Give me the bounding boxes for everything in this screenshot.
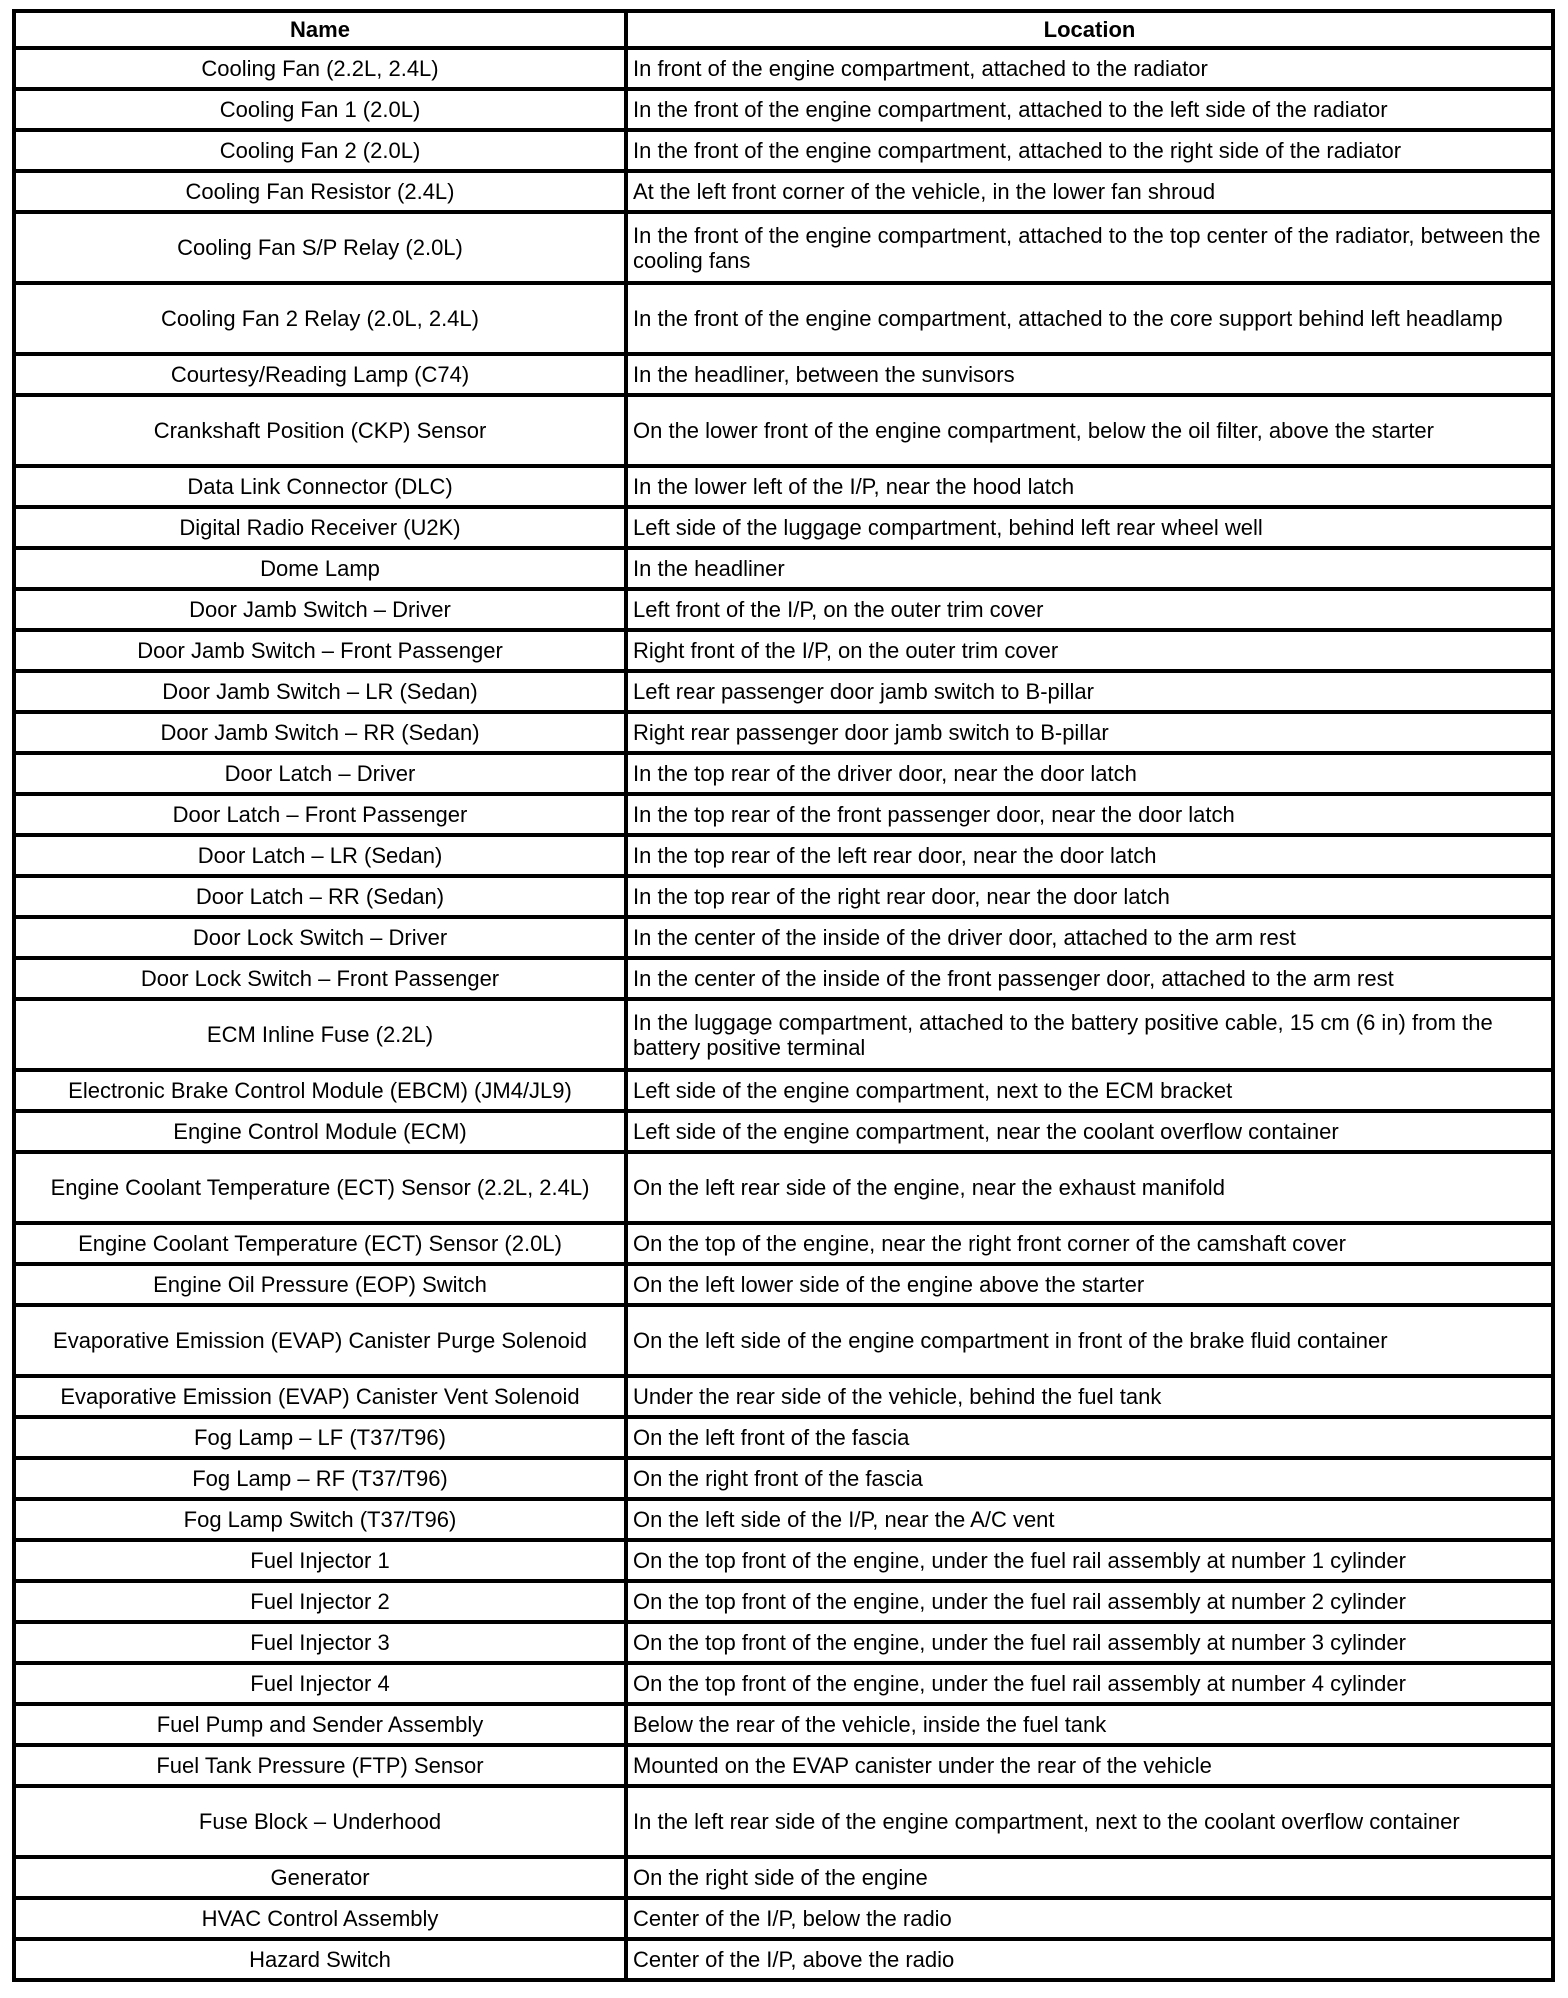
component-location-cell: On the right front of the fascia xyxy=(626,1458,1553,1499)
table-row xyxy=(14,48,1553,89)
component-name-cell: Generator xyxy=(14,1857,626,1898)
table-row xyxy=(14,283,1553,354)
table-row xyxy=(14,171,1553,212)
component-location-cell: In the front of the engine compartment, attached to the right side of the radiator xyxy=(626,130,1553,171)
table-row xyxy=(14,671,1553,712)
component-name-cell: Engine Coolant Temperature (ECT) Sensor (2.0L) xyxy=(14,1223,626,1264)
table-row xyxy=(14,712,1553,753)
component-location-cell: In the top rear of the left rear door, near the door latch xyxy=(626,835,1553,876)
component-location-cell: In the top rear of the driver door, near the door latch xyxy=(626,753,1553,794)
table-row xyxy=(14,1376,1553,1417)
component-name-cell: Dome Lamp xyxy=(14,548,626,589)
table-row xyxy=(14,1581,1553,1622)
table-row xyxy=(14,1499,1553,1540)
table-row xyxy=(14,1857,1553,1898)
component-name-cell: Hazard Switch xyxy=(14,1939,626,1980)
component-name-cell: Evaporative Emission (EVAP) Canister Purge Solenoid xyxy=(14,1305,626,1376)
component-location-cell: Left front of the I/P, on the outer trim cover xyxy=(626,589,1553,630)
component-name-cell: Crankshaft Position (CKP) Sensor xyxy=(14,395,626,466)
header-name: Name xyxy=(14,11,626,48)
component-name-cell: Door Latch – LR (Sedan) xyxy=(14,835,626,876)
table-row xyxy=(14,1152,1553,1223)
table-row xyxy=(14,876,1553,917)
table-row xyxy=(14,958,1553,999)
component-name-cell: Cooling Fan 2 Relay (2.0L, 2.4L) xyxy=(14,283,626,354)
component-name-cell: Courtesy/Reading Lamp (C74) xyxy=(14,354,626,395)
component-name-cell: Evaporative Emission (EVAP) Canister Vent Solenoid xyxy=(14,1376,626,1417)
component-location-cell: In the center of the inside of the driver door, attached to the arm rest xyxy=(626,917,1553,958)
component-location-cell: On the lower front of the engine compartment, below the oil filter, above the starter xyxy=(626,395,1553,466)
component-name-cell: Door Latch – Driver xyxy=(14,753,626,794)
component-name-cell: Engine Oil Pressure (EOP) Switch xyxy=(14,1264,626,1305)
component-name-cell: Electronic Brake Control Module (EBCM) (JM4/JL9) xyxy=(14,1070,626,1111)
component-name-cell: Fuel Injector 2 xyxy=(14,1581,626,1622)
table-header-row xyxy=(14,11,1553,48)
component-location-cell: Left side of the engine compartment, next to the ECM bracket xyxy=(626,1070,1553,1111)
component-location-cell: In the lower left of the I/P, near the hood latch xyxy=(626,466,1553,507)
component-location-cell: In the headliner, between the sunvisors xyxy=(626,354,1553,395)
component-location-cell: On the left front of the fascia xyxy=(626,1417,1553,1458)
table-row xyxy=(14,753,1553,794)
table-row xyxy=(14,1458,1553,1499)
component-location-cell: Right rear passenger door jamb switch to B-pillar xyxy=(626,712,1553,753)
component-location-cell: On the right side of the engine xyxy=(626,1857,1553,1898)
component-location-cell: On the left side of the I/P, near the A/C vent xyxy=(626,1499,1553,1540)
table-row xyxy=(14,1070,1553,1111)
table-row xyxy=(14,466,1553,507)
header-location: Location xyxy=(626,11,1553,48)
table-row xyxy=(14,917,1553,958)
component-location-cell: Left side of the luggage compartment, behind left rear wheel well xyxy=(626,507,1553,548)
table-row xyxy=(14,395,1553,466)
component-location-cell: In the top rear of the right rear door, near the door latch xyxy=(626,876,1553,917)
component-name-cell: Fuse Block – Underhood xyxy=(14,1786,626,1857)
component-name-cell: HVAC Control Assembly xyxy=(14,1898,626,1939)
table-row xyxy=(14,1898,1553,1939)
component-name-cell: Fuel Pump and Sender Assembly xyxy=(14,1704,626,1745)
component-name-cell: Door Jamb Switch – Driver xyxy=(14,589,626,630)
component-location-cell: Center of the I/P, below the radio xyxy=(626,1898,1553,1939)
component-name-cell: Cooling Fan (2.2L, 2.4L) xyxy=(14,48,626,89)
component-location-cell: On the top front of the engine, under the fuel rail assembly at number 3 cylinder xyxy=(626,1622,1553,1663)
component-name-cell: Engine Coolant Temperature (ECT) Sensor (2.2L, 2.4L) xyxy=(14,1152,626,1223)
component-name-cell: ECM Inline Fuse (2.2L) xyxy=(14,999,626,1070)
component-name-cell: Door Latch – RR (Sedan) xyxy=(14,876,626,917)
component-location-cell: In the headliner xyxy=(626,548,1553,589)
component-location-cell: At the left front corner of the vehicle, in the lower fan shroud xyxy=(626,171,1553,212)
table-body xyxy=(14,48,1553,1980)
component-location-cell: Below the rear of the vehicle, inside the fuel tank xyxy=(626,1704,1553,1745)
component-location-cell: In the front of the engine compartment, attached to the core support behind left headlamp xyxy=(626,283,1553,354)
table-row xyxy=(14,212,1553,283)
component-name-cell: Fog Lamp – LF (T37/T96) xyxy=(14,1417,626,1458)
component-name-cell: Cooling Fan 1 (2.0L) xyxy=(14,89,626,130)
component-location-cell: Center of the I/P, above the radio xyxy=(626,1939,1553,1980)
table-row xyxy=(14,89,1553,130)
component-name-cell: Door Lock Switch – Front Passenger xyxy=(14,958,626,999)
component-name-cell: Door Jamb Switch – Front Passenger xyxy=(14,630,626,671)
component-name-cell: Door Jamb Switch – LR (Sedan) xyxy=(14,671,626,712)
table-row xyxy=(14,548,1553,589)
component-location-cell: Mounted on the EVAP canister under the rear of the vehicle xyxy=(626,1745,1553,1786)
component-location-cell: On the top front of the engine, under the fuel rail assembly at number 4 cylinder xyxy=(626,1663,1553,1704)
table-row xyxy=(14,1745,1553,1786)
table-row xyxy=(14,1223,1553,1264)
table-row xyxy=(14,1704,1553,1745)
table-row xyxy=(14,507,1553,548)
component-name-cell: Fuel Injector 1 xyxy=(14,1540,626,1581)
table-row xyxy=(14,1939,1553,1980)
component-name-cell: Digital Radio Receiver (U2K) xyxy=(14,507,626,548)
component-name-cell: Cooling Fan S/P Relay (2.0L) xyxy=(14,212,626,283)
component-location-cell: On the left rear side of the engine, near the exhaust manifold xyxy=(626,1152,1553,1223)
component-name-cell: Fuel Injector 4 xyxy=(14,1663,626,1704)
component-location-cell: In the top rear of the front passenger door, near the door latch xyxy=(626,794,1553,835)
component-location-table xyxy=(12,9,1555,1982)
component-name-cell: Fuel Injector 3 xyxy=(14,1622,626,1663)
component-location-cell: Left rear passenger door jamb switch to B-pillar xyxy=(626,671,1553,712)
component-name-cell: Door Jamb Switch – RR (Sedan) xyxy=(14,712,626,753)
component-name-cell: Fuel Tank Pressure (FTP) Sensor xyxy=(14,1745,626,1786)
table-row xyxy=(14,1264,1553,1305)
component-location-cell: In the front of the engine compartment, attached to the top center of the radiator, between the cooling fans xyxy=(626,212,1553,283)
component-location-cell: Right front of the I/P, on the outer trim cover xyxy=(626,630,1553,671)
table-row xyxy=(14,1417,1553,1458)
component-name-cell: Door Latch – Front Passenger xyxy=(14,794,626,835)
component-name-cell: Data Link Connector (DLC) xyxy=(14,466,626,507)
component-location-cell: On the top of the engine, near the right front corner of the camshaft cover xyxy=(626,1223,1553,1264)
table-row xyxy=(14,999,1553,1070)
table-row xyxy=(14,630,1553,671)
table-row xyxy=(14,1663,1553,1704)
table-row xyxy=(14,1540,1553,1581)
component-location-cell: In the luggage compartment, attached to the battery positive cable, 15 cm (6 in) from the battery positive terminal xyxy=(626,999,1553,1070)
component-location-cell: On the left side of the engine compartment in front of the brake fluid container xyxy=(626,1305,1553,1376)
component-location-cell: On the left lower side of the engine above the starter xyxy=(626,1264,1553,1305)
component-location-cell: In the left rear side of the engine compartment, next to the coolant overflow container xyxy=(626,1786,1553,1857)
component-name-cell: Fog Lamp – RF (T37/T96) xyxy=(14,1458,626,1499)
component-name-cell: Fog Lamp Switch (T37/T96) xyxy=(14,1499,626,1540)
table-row xyxy=(14,354,1553,395)
table-row xyxy=(14,835,1553,876)
component-name-cell: Cooling Fan 2 (2.0L) xyxy=(14,130,626,171)
component-location-cell: In the front of the engine compartment, attached to the left side of the radiator xyxy=(626,89,1553,130)
component-location-cell: Under the rear side of the vehicle, behind the fuel tank xyxy=(626,1376,1553,1417)
table-row xyxy=(14,1622,1553,1663)
component-location-cell: In the center of the inside of the front passenger door, attached to the arm rest xyxy=(626,958,1553,999)
component-name-cell: Door Lock Switch – Driver xyxy=(14,917,626,958)
component-location-cell: Left side of the engine compartment, near the coolant overflow container xyxy=(626,1111,1553,1152)
component-name-cell: Cooling Fan Resistor (2.4L) xyxy=(14,171,626,212)
table-row xyxy=(14,130,1553,171)
table-row xyxy=(14,1305,1553,1376)
table-row xyxy=(14,794,1553,835)
table-row xyxy=(14,589,1553,630)
component-location-cell: On the top front of the engine, under the fuel rail assembly at number 2 cylinder xyxy=(626,1581,1553,1622)
component-location-cell: In front of the engine compartment, attached to the radiator xyxy=(626,48,1553,89)
table-row xyxy=(14,1786,1553,1857)
table-row xyxy=(14,1111,1553,1152)
component-name-cell: Engine Control Module (ECM) xyxy=(14,1111,626,1152)
component-location-cell: On the top front of the engine, under the fuel rail assembly at number 1 cylinder xyxy=(626,1540,1553,1581)
